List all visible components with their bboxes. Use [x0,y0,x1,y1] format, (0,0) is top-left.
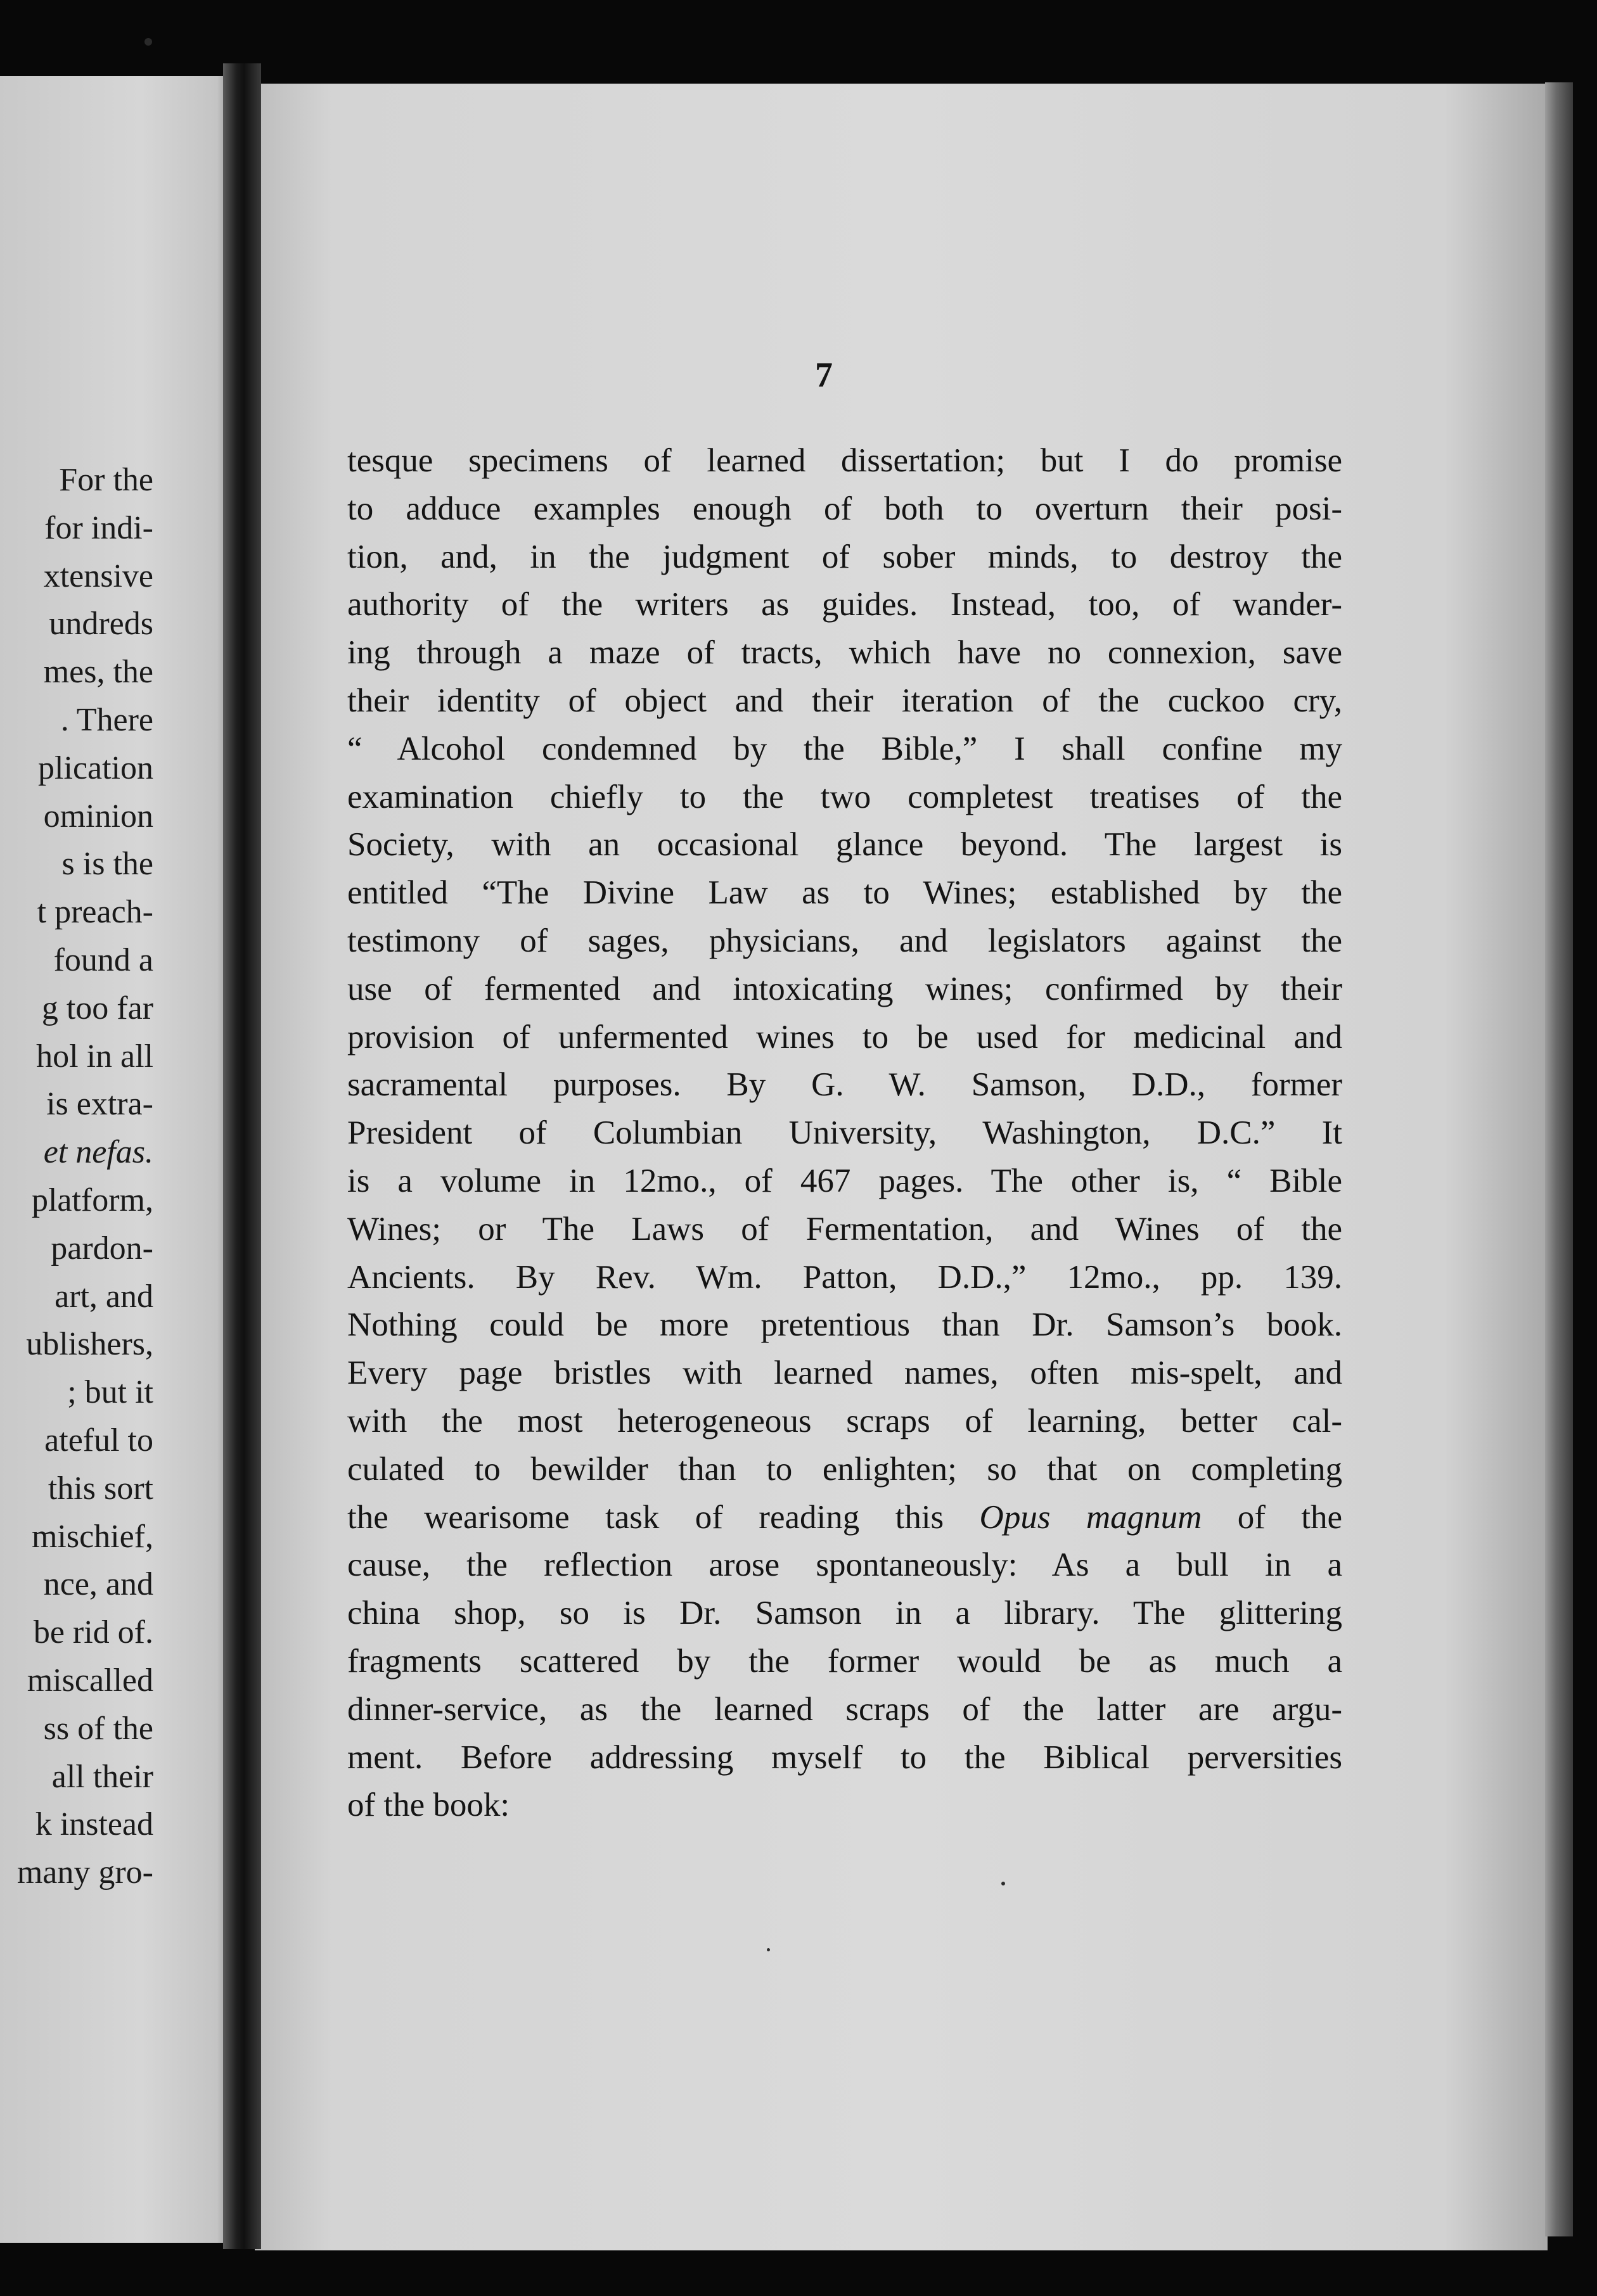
text-line: to adduce examples enough of both to overturn their posi- [347,490,1342,527]
scan-speck [144,38,152,46]
text-line: cause, the reflection arose spontaneously: As a bull in a [347,1547,1342,1584]
previous-page-line: xtensive [43,558,153,594]
previous-page-line: miscalled [27,1662,153,1699]
previous-page-line: ss of the [43,1710,153,1747]
previous-page-line: art, and [55,1278,153,1315]
text-line: is a volume in 12mo., of 467 pages. The other is, “ Bible [347,1162,1342,1199]
scan-speck [767,1948,770,1951]
text-line: china shop, so is Dr. Samson in a library. The glittering [347,1595,1342,1632]
text-line: Society, with an occasional glance beyond. The largest is [347,826,1342,864]
page-edge-shadow [1545,82,1573,2236]
text-line: culated to bewilder than to enlighten; so that on completing [347,1450,1342,1488]
previous-page-line: et nefas. [43,1134,153,1171]
previous-page-line: g too far [41,990,153,1026]
text-line: provision of unfermented wines to be used for medicinal and [347,1018,1342,1056]
previous-page-line: nce, and [43,1566,153,1603]
previous-page-line: plication [38,749,153,786]
previous-page-line: ; but it [67,1374,153,1411]
text-line: fragments scattered by the former would be as much a [347,1642,1342,1680]
previous-page-line: k instead [35,1806,153,1843]
previous-page-line: pardon- [51,1230,153,1266]
previous-page-line: ominion [43,798,153,834]
text-line: their identity of object and their iteration of the cuckoo cry, [347,682,1342,719]
text-line: tesque specimens of learned dissertation; but I do promise [347,442,1342,479]
text-line: the wearisome task of reading this Opus magnum of the [347,1498,1343,1536]
previous-page-line: be rid of. [33,1614,153,1651]
text-line: examination chiefly to the two completest treatises of the [347,778,1342,815]
previous-page-line: for indi- [44,509,153,546]
previous-page-line: mischief, [31,1518,153,1555]
text-line: with the most heterogeneous scraps of learning, better cal- [347,1402,1342,1439]
text-line: authority of the writers as guides. Instead, too, of wander- [347,586,1342,623]
previous-page-line: undreds [49,606,153,642]
text-line: ing through a maze of tracts, which have no connexion, save [347,634,1342,672]
previous-page-line: . There [60,701,153,738]
text-line: ment. Before addressing myself to the Biblical perversities [347,1738,1342,1776]
previous-page-line: s is the [61,846,153,883]
text-line: sacramental purposes. By G. W. Samson, D.D., former [347,1066,1342,1104]
text-line: President of Columbian University, Washington, D.C.” It [347,1114,1342,1152]
italic-phrase: Opus magnum [979,1498,1202,1536]
previous-page-line: is extra- [46,1086,153,1123]
text-line: of the book: [347,1787,510,1824]
previous-page-line: found a [53,941,153,978]
previous-page-line: this sort [48,1470,153,1507]
previous-page-line: t preach- [37,894,153,931]
previous-page-line: platform, [31,1182,153,1218]
text-line: Every page bristles with learned names, often mis-spelt, and [347,1355,1342,1392]
page-number: 7 [815,355,833,395]
text-line: entitled “The Divine Law as to Wines; established by the [347,874,1342,912]
previous-page-line: ublishers, [26,1326,153,1363]
page-body-text [347,437,1342,1830]
previous-page-fragment [0,76,236,2243]
previous-page-text [0,456,236,1897]
text-line: Wines; or The Laws of Fermentation, and Wines of the [347,1210,1342,1247]
text-line: Ancients. By Rev. Wm. Patton, D.D.,” 12mo., pp. 139. [347,1258,1342,1296]
text-line: Nothing could be more pretentious than Dr. Samson’s book. [347,1306,1342,1344]
text-line: testimony of sages, physicians, and legislators against the [347,922,1342,959]
text-line: dinner-service, as the learned scraps of the latter are argu- [347,1690,1342,1728]
previous-page-line: For the [59,462,153,498]
text-line: use of fermented and intoxicating wines; confirmed by their [347,970,1342,1007]
text-line: tion, and, in the judgment of sober minds, to destroy the [347,538,1342,575]
previous-page-line: hol in all [36,1038,153,1075]
previous-page-line: all their [51,1758,153,1795]
scan-speck [1001,1882,1005,1885]
previous-page-line: ateful to [44,1422,153,1458]
previous-page-line: many gro- [16,1854,153,1891]
previous-page-line: mes, the [43,654,153,691]
text-line: “ Alcohol condemned by the Bible,” I shall confine my [347,730,1342,767]
